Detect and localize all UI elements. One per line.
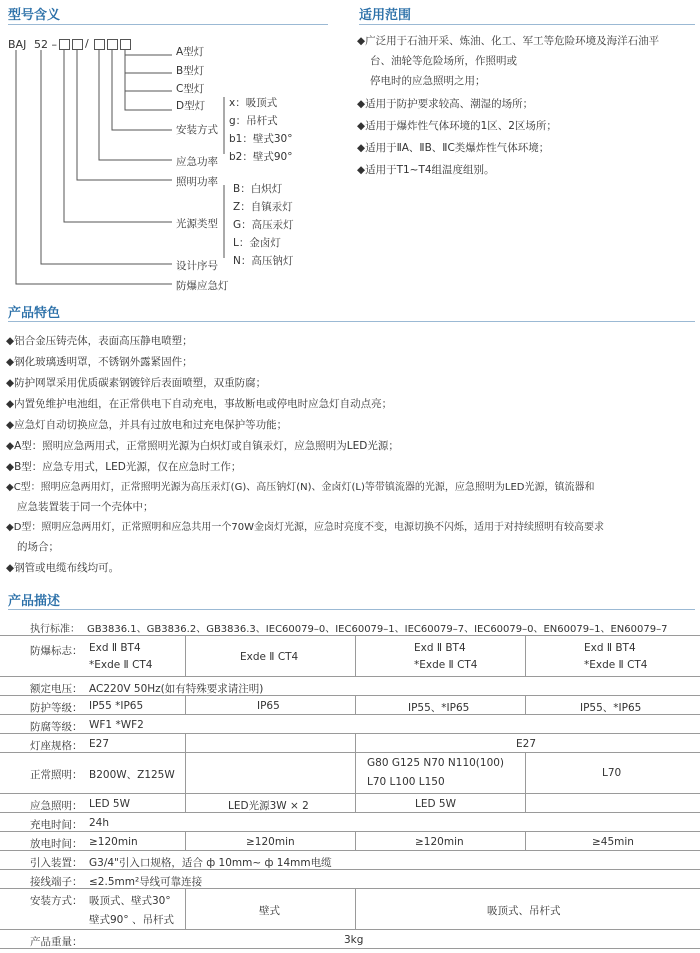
col-divider [525,753,526,794]
mount-cd: 吸顶式、吊杆式 [487,905,561,917]
discharge-label: 放电时间： [30,838,83,850]
normal-label: 正常照明： [30,769,83,781]
scope-item: ◆广泛用于石油开采、炼油、化工、军工等危险环境及海洋石油平 [357,35,660,47]
corrosion-value: WF1 *WF2 [89,719,144,731]
source-option-n: N：高压钠灯 [233,255,294,267]
feature-item: ◆C型：照明应急两用灯，正常照明光源为高压汞灯(G)、高压钠灯(N)、金卤灯(L)等带镇流器的光源，应急照明为LED光源，镇流器和 [6,482,595,493]
design-no-label: 设计序号 [176,260,218,272]
normal-c2: L70 L100 L150 [367,776,445,788]
normal-c1: G80 G125 N70 N110(100) [367,757,505,769]
feature-item: 应急装置装于同一个壳体中； [17,501,154,513]
type-d: D型灯 [176,100,206,112]
feature-item: ◆钢化玻璃透明罩，不锈钢外露紧固件； [6,356,193,368]
col-divider [185,889,186,930]
mount-a2: 壁式90° 、吊杆式 [89,914,174,926]
install-label: 安装方式 [176,124,218,136]
col-divider [355,696,356,715]
scope-item: ◆适用于ⅡA、ⅡB、ⅡC类爆炸性气体环境； [357,142,550,154]
desc-rule [8,609,695,610]
col-divider [185,832,186,851]
ip-label: 防护等级： [30,702,83,714]
ip-b: IP65 [257,700,280,712]
source-option-g: G：高压汞灯 [233,219,294,231]
row-line [0,635,700,636]
base-a: E27 [89,738,109,750]
feature-item: ◆应急灯自动切换应急，并具有过放电和过充电保护等功能； [6,419,288,431]
emergency-power-label: 应急功率 [176,156,218,168]
source-option-z: Z：自镇汞灯 [233,201,293,213]
col-divider [525,794,526,813]
ex-c1: Exd Ⅱ BT4 [414,642,466,654]
base-cd: E27 [516,738,536,750]
feature-item: ◆D型：照明应急两用灯，正常照明和应急共用一个70W金卤灯光源，应急时亮度不变，电源切换不闪烁，适用于对持续照明有较高要求 [6,522,605,533]
ex-c2: *Exde Ⅱ CT4 [414,659,478,671]
terminal-value: ≤2.5mm²导线可靠连接 [89,876,203,888]
discharge-a: ≥120min [89,836,138,848]
lighting-power-label: 照明功率 [176,176,218,188]
model-prefix: BAJ [8,38,27,51]
inlet-value: G3/4"引入口规格，适合 ф 10mm~ ф 14mm电缆 [89,857,332,869]
col-divider [355,734,356,753]
discharge-c: ≥120min [415,836,464,848]
base-label: 灯座规格： [30,740,83,752]
scope-item: ◆适用于爆炸性气体环境的1区、2区场所； [357,120,557,132]
col-divider [185,696,186,715]
col-divider [355,832,356,851]
ex-a2: *Exde Ⅱ CT4 [89,659,153,671]
discharge-b: ≥120min [246,836,295,848]
voltage-label: 额定电压： [30,683,83,695]
emergency-b: LED光源3W × 2 [228,800,309,812]
feature-item: ◆铝合金压铸壳体，表面高压静电喷塑； [6,335,193,347]
row-line [0,929,700,930]
col-divider [185,753,186,794]
emergency-a: LED 5W [89,798,130,810]
row-line [0,752,700,753]
row-line [0,831,700,832]
voltage-value: AC220V 50Hz(如有特殊要求请注明) [89,683,264,695]
mount-a1: 吸顶式、壁式30° [89,895,171,907]
charge-label: 充电时间： [30,819,83,831]
type-c: C型灯 [176,83,205,95]
terminal-label: 接线端子： [30,876,83,888]
model-meaning-title: 型号含义 [8,8,61,23]
install-option-b2: b2：壁式90° [229,151,293,163]
standard-label: 执行标准： [30,624,80,635]
normal-a: B200W、Z125W [89,769,175,781]
source-option-b: B：白炽灯 [233,183,283,195]
scope-title: 适用范围 [359,8,412,23]
discharge-d: ≥45min [592,836,634,848]
row-line [0,793,700,794]
row-line [0,850,700,851]
col-divider [355,794,356,813]
desc-title: 产品描述 [8,594,61,609]
ip-d: IP55、*IP65 [580,702,642,714]
row-line [0,948,700,949]
row-line [0,676,700,677]
col-divider [185,794,186,813]
corrosion-label: 防腐等级： [30,721,83,733]
type-a: A型灯 [176,46,205,58]
col-divider [185,636,186,677]
scope-item: ◆适用于T1~T4组温度组别。 [357,164,495,176]
mount-b: 壁式 [259,905,280,917]
scope-item: 台、油轮等危险场所，作照明或 [370,55,517,67]
weight-value: 3kg [344,934,364,946]
scope-rule [359,24,695,25]
type-b: B型灯 [176,65,205,77]
ip-c: IP55、*IP65 [408,702,470,714]
ex-d2: *Exde Ⅱ CT4 [584,659,648,671]
feature-item: ◆A型：照明应急两用式，正常照明光源为白炽灯或自镇汞灯，应急照明为LED光源； [6,440,399,452]
ex-b: Exde Ⅱ CT4 [240,651,299,663]
emergency-c: LED 5W [415,798,456,810]
ex-label: 防爆标志： [30,645,83,657]
features-rule [8,321,695,322]
install-option-b1: b1：壁式30° [229,133,293,145]
col-divider [525,636,526,677]
ex-a1: Exd Ⅱ BT4 [89,642,141,654]
standard-value: GB3836.1、GB3836.2、GB3836.3、IEC60079–0、IEC60079–1、IEC60079–7、IEC60079–0、EN60079–1、EN60079–7 [87,624,668,635]
feature-item: ◆防护网罩采用优质碳素钢镀锌后表面喷塑，双重防腐； [6,377,267,389]
weight-label: 产品重量： [30,936,83,948]
scope-item: 停电时的应急照明之用； [370,75,486,87]
inlet-label: 引入装置： [30,857,83,869]
emergency-label: 应急照明： [30,800,83,812]
col-divider [525,696,526,715]
charge-value: 24h [89,817,110,829]
model-code: 52 – [34,38,57,51]
install-option-g: g：吊杆式 [229,115,278,127]
mount-label: 安装方式： [30,895,83,907]
col-divider [185,734,186,753]
feature-item: ◆钢管或电缆布线均可。 [6,562,120,574]
ip-a: IP55 *IP65 [89,700,144,712]
row-line [0,812,700,813]
features-title: 产品特色 [8,306,61,321]
model-slash: / [85,37,89,50]
light-source-label: 光源类型 [176,218,218,230]
explosion-proof-label: 防爆应急灯 [176,280,229,292]
install-option-x: x：吸顶式 [229,97,278,109]
feature-item: 的场合； [17,541,59,553]
col-divider [355,753,356,794]
feature-item: ◆B型：应急专用式，LED光源，仅在应急时工作； [6,461,242,473]
col-divider [525,832,526,851]
row-line [0,733,700,734]
ex-d1: Exd Ⅱ BT4 [584,642,636,654]
col-divider [355,636,356,677]
normal-d: L70 [602,767,622,779]
feature-item: ◆内置免维护电池组，在正常供电下自动充电，事故断电或停电时应急灯自动点亮； [6,398,393,410]
source-option-l: L：金卤灯 [233,237,281,249]
scope-item: ◆适用于防护要求较高、潮湿的场所； [357,98,534,110]
col-divider [355,889,356,930]
